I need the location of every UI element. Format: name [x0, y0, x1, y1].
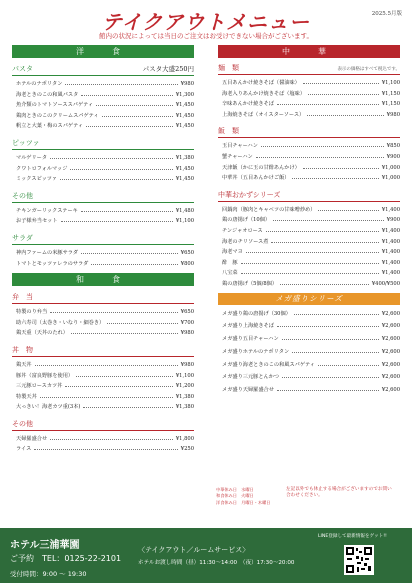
- section-title: 弁 当: [12, 293, 33, 302]
- menu-item-name: 大っきい！海老カツ重(3本): [16, 404, 81, 411]
- dot-leader: [107, 318, 178, 324]
- menu-item: [218, 371, 400, 384]
- menu-item-price: ¥2,600: [381, 374, 400, 381]
- closing-days-note: 左記以外でも休止する場合がございますのでお問い合わせください。: [286, 487, 392, 499]
- menu-item-price: ¥2,600: [381, 310, 400, 317]
- takeout-hours: ホテルお渡し時間（昼）11:30～14:00 （夜）17:30～20:00: [138, 560, 295, 566]
- dot-leader: [307, 110, 384, 116]
- menu-item: [218, 346, 400, 359]
- section-header: [12, 345, 194, 357]
- menu-item-price: ¥700: [180, 319, 194, 326]
- menu-item-name: 魚介類のトマトソーススパゲティ: [16, 102, 94, 109]
- reservation-phone[interactable]: ご予約 TEL：0125-22-2101: [10, 554, 122, 563]
- dot-leader: [70, 164, 172, 170]
- menu-item: [218, 152, 400, 163]
- footer: [0, 528, 412, 583]
- menu-item-price: ¥1,380: [175, 404, 194, 411]
- dot-leader: [266, 226, 379, 232]
- menu-item-name: お子様弁当セット: [16, 218, 58, 225]
- menu-item-name: 天婦羅盛合せ: [16, 435, 48, 442]
- dot-leader: [277, 385, 379, 391]
- menu-item: [12, 381, 194, 392]
- chinese-sections: [218, 63, 400, 290]
- menu-item-name: ミックスピッツァ: [16, 176, 58, 183]
- menu-item: [218, 279, 400, 290]
- menu-item-name: 海老ときのこの和風パスタ: [16, 91, 79, 98]
- left-column: [12, 45, 194, 455]
- menu-item: [218, 359, 400, 372]
- menu-item-price: ¥1,400: [381, 238, 400, 245]
- menu-item-price: ¥1,450: [175, 176, 194, 183]
- hotel-name: ホテル三浦華園: [10, 540, 80, 551]
- menu-item-name: チンジャオロース: [222, 227, 263, 234]
- dot-leader: [277, 321, 379, 327]
- menu-item-name: 鶏天丼: [16, 361, 32, 368]
- menu-item-name: メガ盛り上海焼きそば: [222, 323, 274, 330]
- menu-item-price: ¥900: [386, 217, 400, 224]
- menu-item: [218, 205, 400, 216]
- dot-leader: [282, 334, 379, 340]
- dot-leader: [81, 90, 173, 96]
- menu-item-price: ¥400/¥500: [371, 280, 400, 287]
- menu-item-name: メガ盛り海老ときのこの和風スパゲティ: [222, 361, 315, 368]
- western-band: 洋 食: [12, 45, 194, 58]
- menu-section: [12, 292, 194, 339]
- section-title: サラダ: [12, 233, 33, 242]
- menu-item-price: ¥900: [386, 153, 400, 160]
- menu-item-name: 三元豚ロースカツ丼: [16, 383, 63, 390]
- dot-leader: [71, 328, 178, 334]
- menu-item: [218, 226, 400, 237]
- menu-item: [218, 333, 400, 346]
- dot-leader: [86, 121, 173, 127]
- page-title: テイクアウトメニュー: [102, 10, 310, 34]
- dot-leader: [303, 163, 379, 169]
- menu-item: [218, 237, 400, 248]
- menu-item-price: ¥1,150: [381, 101, 400, 108]
- dot-leader: [241, 258, 379, 264]
- dot-leader: [35, 360, 178, 366]
- menu-item-name: 鶏の唐揚げ（5個/8個）: [222, 280, 278, 287]
- dot-leader: [40, 392, 173, 398]
- menu-item: [12, 121, 194, 132]
- dot-leader: [246, 247, 379, 253]
- dot-leader: [277, 99, 379, 105]
- menu-item-price: ¥1,150: [381, 90, 400, 97]
- menu-item-price: ¥1,480: [175, 207, 194, 214]
- menu-item: [12, 259, 194, 270]
- section-header: [12, 419, 194, 431]
- menu-section: [12, 64, 194, 132]
- menu-section: [12, 233, 194, 269]
- menu-item-price: ¥1,450: [175, 165, 194, 172]
- menu-item: [12, 402, 194, 413]
- dot-leader: [50, 153, 173, 159]
- dot-leader: [61, 216, 173, 222]
- section-title: 中華おかずシリーズ: [218, 190, 281, 199]
- takeout-title: 〈テイクアウト／ルームサービス〉: [138, 546, 250, 554]
- section-title: 飯 類: [218, 127, 239, 136]
- section-header: [12, 292, 194, 304]
- section-title: 丼 物: [12, 345, 33, 354]
- reception-hours: 受付時間：9:00 ～ 19:30: [10, 570, 87, 578]
- menu-item: [218, 141, 400, 152]
- notice-text: 館内の状況によっては当日のご注文はお受けできない場合がございます。: [99, 32, 313, 40]
- section-note: 表示の価格はすべて税込です。: [337, 67, 400, 72]
- menu-item-price: ¥1,400: [381, 270, 400, 277]
- menu-item-price: ¥2,600: [381, 323, 400, 330]
- menu-item-price: ¥980: [386, 111, 400, 118]
- menu-item-price: ¥1,800: [175, 435, 194, 442]
- dot-leader: [294, 309, 379, 315]
- dot-leader: [65, 381, 172, 387]
- menu-section: [218, 63, 400, 120]
- menu-item-name: 中華丼（五目あんかけご飯）: [222, 175, 290, 182]
- menu-item-price: ¥1,100: [381, 80, 400, 86]
- menu-item-price: ¥980: [180, 81, 194, 87]
- menu-item-price: ¥980: [180, 330, 194, 337]
- dot-leader: [280, 279, 369, 285]
- menu-item-price: ¥1,400: [381, 206, 400, 213]
- menu-item: [12, 434, 194, 445]
- menu-item-price: ¥1,100: [175, 218, 194, 225]
- menu-item-name: マルゲリータ: [16, 154, 48, 161]
- menu-section: [218, 190, 400, 290]
- menu-item-name: 鶏天重（天丼のたれ）: [16, 330, 68, 337]
- closing-day-line: 洋食休み日 月曜日・木曜日: [216, 499, 271, 505]
- menu-item-price: ¥1,000: [381, 164, 400, 171]
- closing-day-line: 和食休み日 火曜日: [216, 493, 254, 499]
- section-header: [12, 233, 194, 245]
- menu-item-price: ¥850: [386, 143, 400, 150]
- menu-item-price: ¥980: [180, 361, 194, 368]
- menu-section: [12, 191, 194, 227]
- menu-item: [12, 307, 194, 318]
- dot-leader: [273, 215, 384, 221]
- menu-item-price: ¥650: [180, 249, 194, 256]
- menu-item: [218, 308, 400, 321]
- menu-item: [218, 78, 400, 89]
- menu-item-price: ¥650: [180, 309, 194, 316]
- menu-item-price: ¥1,400: [381, 249, 400, 256]
- dot-leader: [102, 111, 173, 117]
- menu-section: [12, 345, 194, 413]
- dot-leader: [34, 444, 177, 450]
- menu-item: [12, 360, 194, 371]
- menu-item-price: ¥1,450: [175, 112, 194, 119]
- menu-item-price: ¥250: [180, 446, 194, 453]
- menu-item-name: 五目あんかけ焼きそば（醤油味）: [222, 80, 300, 86]
- menu-item-price: ¥1,380: [175, 154, 194, 161]
- menu-item-price: ¥2,600: [381, 336, 400, 343]
- menu-item-name: 天津飯（かに玉の甘酢あんかけ）: [222, 164, 300, 171]
- section-note: パスタ大盛250円: [142, 65, 194, 73]
- menu-item-price: ¥1,380: [175, 393, 194, 400]
- japanese-sections: [12, 292, 194, 455]
- dot-leader: [261, 141, 384, 147]
- dot-leader: [318, 205, 378, 211]
- dot-leader: [81, 248, 178, 254]
- menu-item-name: 辛味あんかけ焼きそば: [222, 101, 274, 108]
- section-header: [12, 138, 194, 150]
- menu-item-name: 上海焼きそば（オイスターソース）: [222, 111, 305, 118]
- menu-item: [12, 328, 194, 339]
- menu-item-name: 特製天丼: [16, 393, 37, 400]
- menu-item-name: ホテルのナポリタン: [16, 81, 63, 87]
- menu-item-price: ¥2,600: [381, 348, 400, 355]
- right-column: [218, 45, 400, 397]
- section-title: パスタ: [12, 65, 33, 73]
- menu-item: [218, 247, 400, 258]
- menu-item-name: 回鍋肉（豚肉とキャベツの甘味噌炒め）: [222, 206, 316, 213]
- menu-item-name: 八宝菜: [222, 270, 238, 277]
- menu-item: [12, 318, 194, 329]
- menu-item-price: ¥1,200: [175, 383, 194, 390]
- menu-item-price: ¥1,400: [381, 227, 400, 234]
- japanese-band: 和 食: [12, 273, 194, 286]
- menu-item: [12, 444, 194, 455]
- section-header: [218, 190, 400, 202]
- dot-leader: [282, 372, 379, 378]
- menu-item-name: 豚丼（富良野豚を使用）: [16, 372, 74, 379]
- menu-item: [12, 153, 194, 164]
- menu-item-name: 鶏の唐揚げ（10個）: [222, 217, 271, 224]
- menu-item-name: 酢 豚: [222, 259, 238, 266]
- menu-item: [12, 174, 194, 185]
- menu-item: [218, 163, 400, 174]
- section-title: 麺 類: [218, 64, 239, 72]
- section-title: ピッツァ: [12, 138, 40, 147]
- menu-item-name: 玉目チャーハン: [222, 143, 258, 150]
- menu-item: [12, 206, 194, 217]
- menu-item-name: ライス: [16, 446, 32, 453]
- menu-item-name: チキンガーリックステーキ: [16, 207, 78, 214]
- chinese-band: 中 華: [218, 45, 400, 58]
- menu-item-name: 海老のチリソース煮: [222, 238, 269, 245]
- section-header: [218, 63, 400, 75]
- section-title: その他: [12, 419, 33, 428]
- dot-leader: [308, 89, 379, 95]
- menu-item: [218, 99, 400, 110]
- menu-item-name: メガ盛り五目チャーハン: [222, 336, 279, 343]
- menu-item-name: 神内ファームの米豚サラダ: [16, 249, 79, 256]
- menu-item-price: ¥1,450: [175, 102, 194, 109]
- dot-leader: [81, 206, 173, 212]
- mega-band: メガ盛りシリーズ: [218, 293, 400, 305]
- menu-item: [12, 100, 194, 111]
- dot-leader: [292, 173, 378, 179]
- dot-leader: [303, 78, 379, 84]
- menu-item-price: ¥1,300: [175, 91, 194, 98]
- dot-leader: [292, 347, 379, 353]
- menu-item: [12, 392, 194, 403]
- menu-item-name: メガ盛り鶏の唐揚げ（30個）: [222, 310, 291, 317]
- menu-item: [12, 111, 194, 122]
- edition-label: 2025.5月版: [371, 11, 402, 17]
- western-sections: [12, 64, 194, 269]
- menu-item: [12, 79, 194, 90]
- closing-day-line: 中華休み日 水曜日: [216, 487, 254, 492]
- section-header: [218, 126, 400, 138]
- menu-item-price: ¥2,600: [381, 387, 400, 394]
- dot-leader: [83, 402, 172, 408]
- dot-leader: [271, 237, 378, 243]
- dot-leader: [65, 79, 177, 85]
- dot-leader: [91, 259, 177, 265]
- menu-item-name: メガ盛り三元豚とんかつ: [222, 374, 280, 381]
- menu-item-name: 海老マヨ: [222, 249, 243, 256]
- menu-item-price: ¥2,600: [381, 361, 400, 368]
- menu-item: [218, 320, 400, 333]
- menu-item: [218, 89, 400, 100]
- menu-item-name: 帆立と大葉・梅のスパゲティ: [16, 123, 84, 130]
- menu-item: [218, 258, 400, 269]
- menu-section: [12, 419, 194, 455]
- menu-item: [12, 90, 194, 101]
- menu-item: [12, 216, 194, 227]
- menu-item-price: ¥800: [180, 260, 194, 267]
- line-promo: LINE登録して最新情報をゲット!!: [318, 534, 387, 539]
- menu-item-name: メガ盛りホテルのナポリタン: [222, 348, 290, 355]
- menu-item-name: メガ盛り天婦羅盛合せ: [222, 387, 274, 394]
- menu-item-price: ¥1,400: [381, 259, 400, 266]
- line-qr-code-icon[interactable]: [344, 545, 374, 575]
- dot-leader: [76, 371, 173, 377]
- menu-item-name: 蟹チャーハン: [222, 153, 253, 160]
- menu-item-price: ¥1,450: [175, 123, 194, 130]
- menu-item: [12, 164, 194, 175]
- section-header: [12, 191, 194, 203]
- menu-item-name: 助六寿司（太巻き・いなり・細巻き）: [16, 319, 105, 326]
- menu-item-name: 海老入りあんかけ焼きそば（塩味）: [222, 90, 306, 97]
- dot-leader: [318, 360, 379, 366]
- menu-item-price: ¥1,100: [175, 372, 194, 379]
- menu-item: [218, 110, 400, 121]
- dot-leader: [96, 100, 173, 106]
- menu-section: [218, 126, 400, 183]
- menu-item-name: トマトとモッツァレラのサラダ: [16, 260, 89, 267]
- dot-leader: [60, 174, 173, 180]
- menu-item-price: ¥1,000: [381, 175, 400, 182]
- menu-item: [12, 371, 194, 382]
- dot-leader: [241, 268, 379, 274]
- dot-leader: [50, 434, 173, 440]
- dot-leader: [50, 307, 178, 313]
- section-title: その他: [12, 191, 33, 200]
- menu-item-name: クワトロフォルマッジ: [16, 165, 68, 172]
- menu-item-name: 特製のり弁当: [16, 309, 48, 316]
- menu-item: [218, 268, 400, 279]
- mega-items: [218, 308, 400, 398]
- menu-item: [12, 248, 194, 259]
- menu-section: [12, 138, 194, 185]
- closing-days: [216, 487, 278, 506]
- menu-item: [218, 215, 400, 226]
- section-header: [12, 64, 194, 76]
- menu-item: [218, 384, 400, 397]
- menu-item-name: 鶏肉ときのこのクリームスパゲティ: [16, 112, 99, 119]
- dot-leader: [256, 152, 384, 158]
- menu-item: [218, 173, 400, 184]
